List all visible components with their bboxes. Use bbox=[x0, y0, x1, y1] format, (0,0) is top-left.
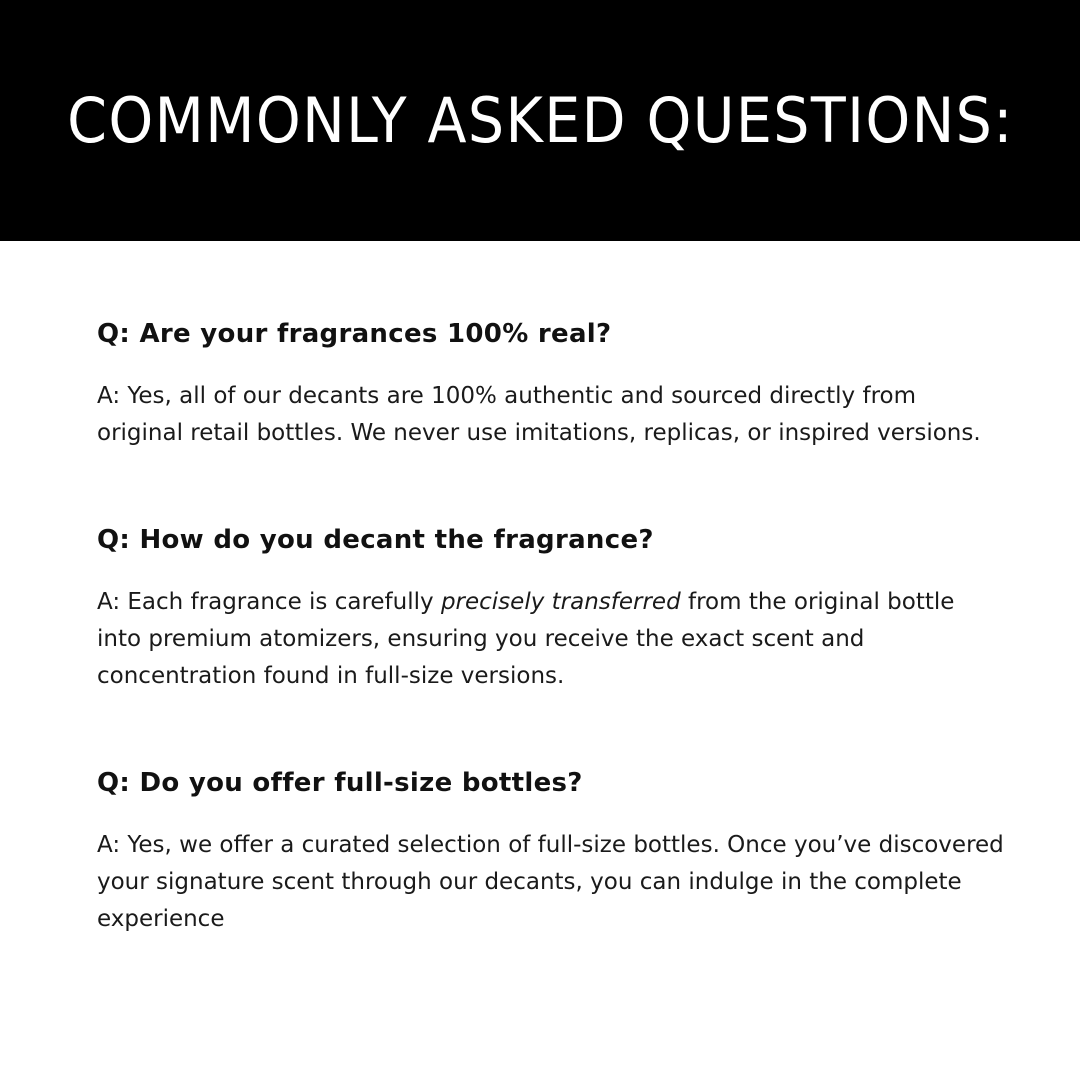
faq-answer bbox=[97, 827, 1005, 939]
faq-item bbox=[0, 525, 1080, 696]
faq-question: Q: Do you offer full-size bottles? bbox=[97, 767, 583, 798]
faq-answer bbox=[97, 584, 1005, 696]
faq-list bbox=[0, 241, 1080, 939]
faq-item bbox=[0, 768, 1080, 939]
faq-answer-text: A: Yes, we offer a curated selection of full-size bottles. Once you’ve discovered your signature scent through our decants, you can indulge in the complete experience bbox=[97, 831, 1004, 933]
faq-question: Q: Are your fragrances 100% real? bbox=[97, 319, 612, 349]
faq-answer-emphasis: precisely transferred bbox=[440, 588, 681, 615]
faq-answer-text: A: Yes, all of our decants are 100% authentic and sourced directly from original retail bottles. We never use imitations, replicas, or inspired versions. bbox=[97, 383, 981, 447]
faq-answer-text: A: Each fragrance is carefully bbox=[97, 588, 441, 615]
page-title: COMMONLY ASKED QUESTIONS: bbox=[66, 83, 1014, 157]
spacer bbox=[0, 696, 1080, 768]
faq-answer-text-cont: from the original bottle into premium atomizers, ensuring you receive the exact scent and concentration found in full-size versions. bbox=[97, 588, 955, 690]
faq-answer bbox=[97, 378, 1005, 453]
faq-question: Q: How do you decant the fragrance? bbox=[97, 524, 654, 555]
faq-item bbox=[0, 319, 1080, 453]
header-band bbox=[0, 0, 1080, 241]
spacer bbox=[0, 453, 1080, 525]
